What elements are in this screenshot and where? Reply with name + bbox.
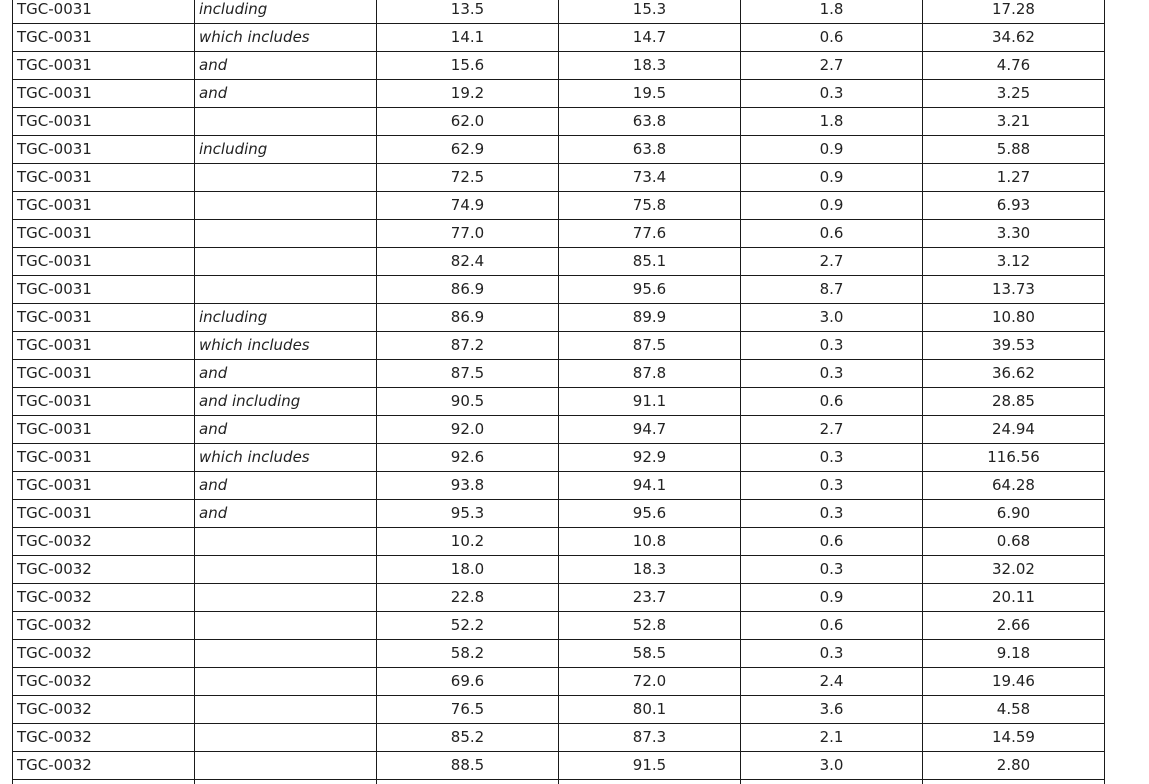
to-cell: 63.8 — [559, 108, 741, 136]
to-cell: 18.3 — [559, 556, 741, 584]
hole-id-cell: TGC-0031 — [13, 108, 195, 136]
interval-note-cell: including — [195, 0, 377, 24]
grade-cell: 2.80 — [923, 752, 1105, 780]
to-cell: 87.5 — [559, 332, 741, 360]
to-cell — [559, 780, 741, 784]
grade-cell: 3.30 — [923, 220, 1105, 248]
from-cell: 15.6 — [377, 52, 559, 80]
hole-id-cell: TGC-0032 — [13, 668, 195, 696]
from-cell: 72.5 — [377, 164, 559, 192]
table-row — [13, 304, 1105, 332]
from-cell: 14.1 — [377, 24, 559, 52]
to-cell: 94.7 — [559, 416, 741, 444]
length-cell: 3.0 — [741, 304, 923, 332]
table-row — [13, 612, 1105, 640]
to-cell: 19.5 — [559, 80, 741, 108]
to-cell: 52.8 — [559, 612, 741, 640]
interval-note-cell: and — [195, 472, 377, 500]
table-body — [13, 0, 1105, 784]
hole-id-cell: TGC-0031 — [13, 0, 195, 24]
table-row — [13, 24, 1105, 52]
from-cell: 95.3 — [377, 500, 559, 528]
grade-cell: 9.18 — [923, 640, 1105, 668]
length-cell: 2.7 — [741, 52, 923, 80]
interval-note-cell — [195, 108, 377, 136]
table-row — [13, 780, 1105, 784]
hole-id-cell: TGC-0031 — [13, 360, 195, 388]
interval-note-cell — [195, 780, 377, 784]
table-row — [13, 52, 1105, 80]
to-cell: 89.9 — [559, 304, 741, 332]
table-row — [13, 164, 1105, 192]
table-row — [13, 528, 1105, 556]
interval-note-cell: and — [195, 416, 377, 444]
to-cell: 87.8 — [559, 360, 741, 388]
interval-note-cell — [195, 752, 377, 780]
table-row — [13, 556, 1105, 584]
from-cell: 86.9 — [377, 276, 559, 304]
interval-note-cell: and — [195, 80, 377, 108]
from-cell: 13.5 — [377, 0, 559, 24]
to-cell: 73.4 — [559, 164, 741, 192]
length-cell: 2.4 — [741, 668, 923, 696]
table-row — [13, 360, 1105, 388]
interval-note-cell: including — [195, 136, 377, 164]
to-cell: 15.3 — [559, 0, 741, 24]
hole-id-cell: TGC-0031 — [13, 248, 195, 276]
table-row — [13, 416, 1105, 444]
length-cell: 2.7 — [741, 248, 923, 276]
table-row — [13, 136, 1105, 164]
table-row — [13, 220, 1105, 248]
grade-cell: 6.93 — [923, 192, 1105, 220]
length-cell: 0.3 — [741, 500, 923, 528]
from-cell — [377, 780, 559, 784]
length-cell: 0.3 — [741, 332, 923, 360]
to-cell: 23.7 — [559, 584, 741, 612]
interval-note-cell — [195, 584, 377, 612]
interval-note-cell — [195, 220, 377, 248]
hole-id-cell: TGC-0032 — [13, 528, 195, 556]
table-row — [13, 108, 1105, 136]
length-cell: 2.1 — [741, 724, 923, 752]
length-cell: 0.6 — [741, 612, 923, 640]
to-cell: 63.8 — [559, 136, 741, 164]
hole-id-cell: TGC-0031 — [13, 332, 195, 360]
hole-id-cell: TGC-0032 — [13, 752, 195, 780]
hole-id-cell: TGC-0032 — [13, 556, 195, 584]
hole-id-cell: TGC-0031 — [13, 472, 195, 500]
hole-id-cell: TGC-0032 — [13, 724, 195, 752]
table-row — [13, 80, 1105, 108]
to-cell: 72.0 — [559, 668, 741, 696]
interval-note-cell — [195, 640, 377, 668]
grade-cell: 0.68 — [923, 528, 1105, 556]
to-cell: 77.6 — [559, 220, 741, 248]
interval-note-cell — [195, 192, 377, 220]
table-row — [13, 192, 1105, 220]
grade-cell: 13.73 — [923, 276, 1105, 304]
from-cell: 77.0 — [377, 220, 559, 248]
grade-cell: 116.56 — [923, 444, 1105, 472]
grade-cell: 39.53 — [923, 332, 1105, 360]
table-row — [13, 752, 1105, 780]
length-cell: 0.3 — [741, 444, 923, 472]
from-cell: 52.2 — [377, 612, 559, 640]
length-cell: 0.3 — [741, 556, 923, 584]
grade-cell: 3.21 — [923, 108, 1105, 136]
grade-cell: 3.12 — [923, 248, 1105, 276]
grade-cell: 64.28 — [923, 472, 1105, 500]
from-cell: 58.2 — [377, 640, 559, 668]
length-cell: 0.3 — [741, 640, 923, 668]
length-cell: 0.3 — [741, 472, 923, 500]
to-cell: 18.3 — [559, 52, 741, 80]
interval-note-cell: including — [195, 304, 377, 332]
from-cell: 18.0 — [377, 556, 559, 584]
interval-note-cell — [195, 612, 377, 640]
length-cell: 0.9 — [741, 164, 923, 192]
length-cell — [741, 780, 923, 784]
hole-id-cell: TGC-0032 — [13, 612, 195, 640]
from-cell: 92.0 — [377, 416, 559, 444]
table-row — [13, 584, 1105, 612]
table-row — [13, 332, 1105, 360]
interval-note-cell — [195, 696, 377, 724]
grade-cell: 3.25 — [923, 80, 1105, 108]
drill-results-table — [12, 0, 1105, 784]
table-row — [13, 500, 1105, 528]
table-row — [13, 444, 1105, 472]
length-cell: 0.9 — [741, 136, 923, 164]
grade-cell: 36.62 — [923, 360, 1105, 388]
table-row — [13, 472, 1105, 500]
interval-note-cell: and — [195, 360, 377, 388]
hole-id-cell: TGC-0031 — [13, 136, 195, 164]
table-row — [13, 388, 1105, 416]
interval-note-cell: which includes — [195, 444, 377, 472]
grade-cell: 19.46 — [923, 668, 1105, 696]
length-cell: 0.6 — [741, 24, 923, 52]
grade-cell: 24.94 — [923, 416, 1105, 444]
from-cell: 22.8 — [377, 584, 559, 612]
to-cell: 87.3 — [559, 724, 741, 752]
grade-cell: 20.11 — [923, 584, 1105, 612]
hole-id-cell: TGC-0031 — [13, 80, 195, 108]
to-cell: 94.1 — [559, 472, 741, 500]
table-row — [13, 724, 1105, 752]
grade-cell: 2.66 — [923, 612, 1105, 640]
hole-id-cell: TGC-0031 — [13, 220, 195, 248]
length-cell: 0.6 — [741, 220, 923, 248]
to-cell: 85.1 — [559, 248, 741, 276]
hole-id-cell — [13, 780, 195, 784]
grade-cell: 34.62 — [923, 24, 1105, 52]
from-cell: 88.5 — [377, 752, 559, 780]
from-cell: 90.5 — [377, 388, 559, 416]
from-cell: 69.6 — [377, 668, 559, 696]
hole-id-cell: TGC-0031 — [13, 388, 195, 416]
hole-id-cell: TGC-0031 — [13, 192, 195, 220]
from-cell: 62.9 — [377, 136, 559, 164]
table-row — [13, 696, 1105, 724]
interval-note-cell — [195, 556, 377, 584]
grade-cell: 10.80 — [923, 304, 1105, 332]
length-cell: 0.9 — [741, 192, 923, 220]
hole-id-cell: TGC-0031 — [13, 500, 195, 528]
length-cell: 0.6 — [741, 528, 923, 556]
interval-note-cell: which includes — [195, 332, 377, 360]
grade-cell: 32.02 — [923, 556, 1105, 584]
to-cell: 58.5 — [559, 640, 741, 668]
interval-note-cell — [195, 668, 377, 696]
from-cell: 19.2 — [377, 80, 559, 108]
hole-id-cell: TGC-0031 — [13, 304, 195, 332]
interval-note-cell — [195, 724, 377, 752]
to-cell: 91.5 — [559, 752, 741, 780]
from-cell: 86.9 — [377, 304, 559, 332]
from-cell: 87.5 — [377, 360, 559, 388]
length-cell: 1.8 — [741, 108, 923, 136]
from-cell: 87.2 — [377, 332, 559, 360]
length-cell: 0.3 — [741, 80, 923, 108]
to-cell: 92.9 — [559, 444, 741, 472]
hole-id-cell: TGC-0031 — [13, 444, 195, 472]
from-cell: 10.2 — [377, 528, 559, 556]
table-row — [13, 640, 1105, 668]
to-cell: 14.7 — [559, 24, 741, 52]
grade-cell: 5.88 — [923, 136, 1105, 164]
length-cell: 0.9 — [741, 584, 923, 612]
interval-note-cell: and — [195, 52, 377, 80]
interval-note-cell: and including — [195, 388, 377, 416]
length-cell: 8.7 — [741, 276, 923, 304]
table-row — [13, 276, 1105, 304]
table-row — [13, 668, 1105, 696]
grade-cell: 14.59 — [923, 724, 1105, 752]
length-cell: 3.0 — [741, 752, 923, 780]
interval-note-cell — [195, 248, 377, 276]
interval-note-cell — [195, 164, 377, 192]
to-cell: 95.6 — [559, 276, 741, 304]
to-cell: 10.8 — [559, 528, 741, 556]
hole-id-cell: TGC-0031 — [13, 416, 195, 444]
from-cell: 85.2 — [377, 724, 559, 752]
grade-cell: 4.58 — [923, 696, 1105, 724]
hole-id-cell: TGC-0032 — [13, 640, 195, 668]
length-cell: 0.6 — [741, 388, 923, 416]
grade-cell: 28.85 — [923, 388, 1105, 416]
hole-id-cell: TGC-0032 — [13, 696, 195, 724]
grade-cell — [923, 780, 1105, 784]
to-cell: 91.1 — [559, 388, 741, 416]
length-cell: 2.7 — [741, 416, 923, 444]
from-cell: 62.0 — [377, 108, 559, 136]
grade-cell: 17.28 — [923, 0, 1105, 24]
interval-note-cell: which includes — [195, 24, 377, 52]
interval-note-cell — [195, 276, 377, 304]
hole-id-cell: TGC-0031 — [13, 52, 195, 80]
from-cell: 92.6 — [377, 444, 559, 472]
table-row — [13, 248, 1105, 276]
table-row — [13, 0, 1105, 24]
from-cell: 82.4 — [377, 248, 559, 276]
drill-results-table-container — [12, 0, 1105, 784]
grade-cell: 6.90 — [923, 500, 1105, 528]
to-cell: 75.8 — [559, 192, 741, 220]
grade-cell: 4.76 — [923, 52, 1105, 80]
length-cell: 3.6 — [741, 696, 923, 724]
length-cell: 1.8 — [741, 0, 923, 24]
to-cell: 95.6 — [559, 500, 741, 528]
length-cell: 0.3 — [741, 360, 923, 388]
interval-note-cell: and — [195, 500, 377, 528]
hole-id-cell: TGC-0032 — [13, 584, 195, 612]
from-cell: 93.8 — [377, 472, 559, 500]
hole-id-cell: TGC-0031 — [13, 24, 195, 52]
to-cell: 80.1 — [559, 696, 741, 724]
interval-note-cell — [195, 528, 377, 556]
hole-id-cell: TGC-0031 — [13, 164, 195, 192]
from-cell: 76.5 — [377, 696, 559, 724]
from-cell: 74.9 — [377, 192, 559, 220]
hole-id-cell: TGC-0031 — [13, 276, 195, 304]
grade-cell: 1.27 — [923, 164, 1105, 192]
